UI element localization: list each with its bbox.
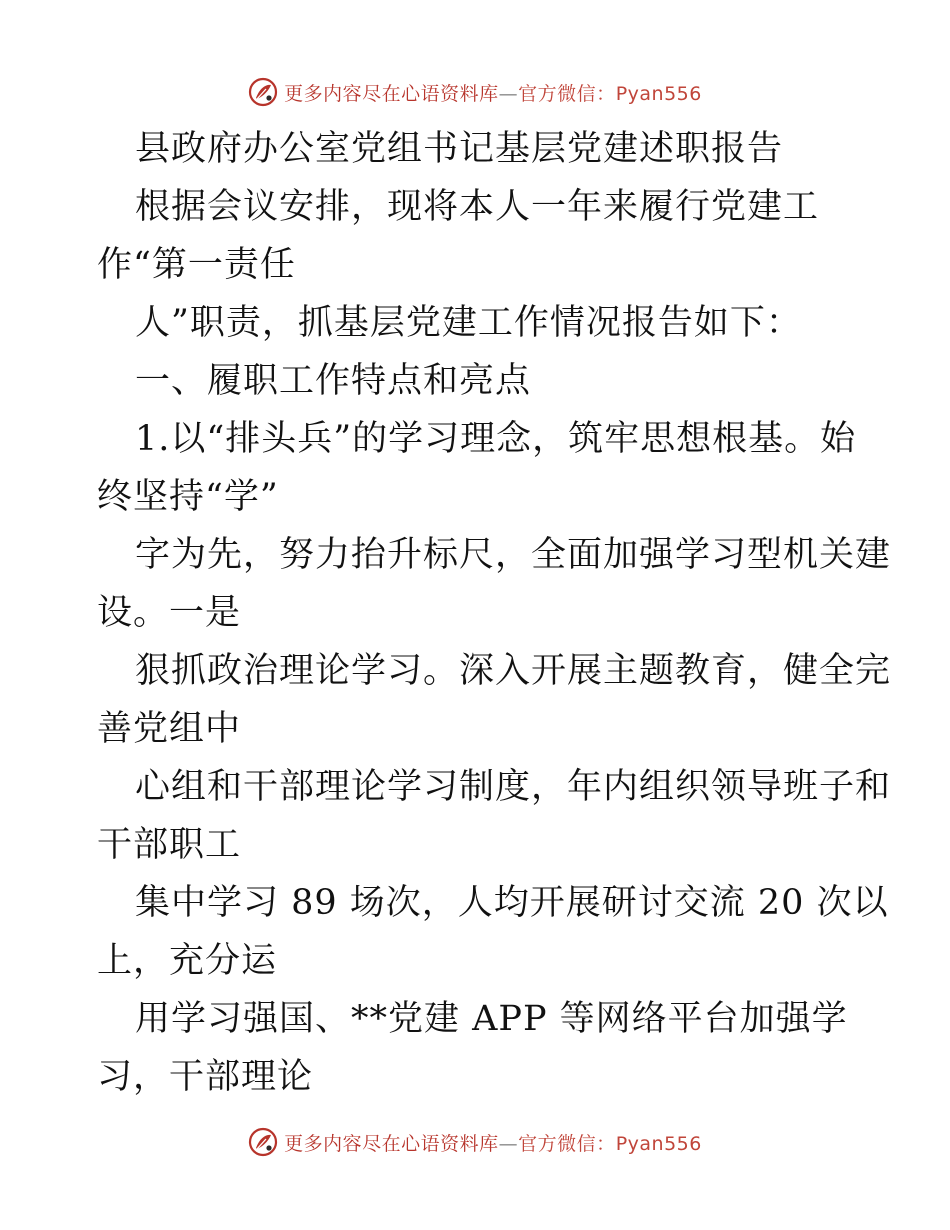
- document-body: [97, 120, 892, 1106]
- watermark-text: [284, 1129, 702, 1156]
- leaf-pen-logo-icon: [248, 1127, 278, 1157]
- header-watermark: [0, 72, 950, 112]
- paragraph-line: 人”职责，抓基层党建工作情况报告如下：: [135, 303, 802, 343]
- paragraph-line: 善党组中: [97, 709, 242, 749]
- watermark-site: 更多内容尽在心语资料库: [284, 1132, 499, 1155]
- footer-watermark: [0, 1122, 950, 1162]
- paragraph-line: 设。一是: [97, 593, 242, 633]
- paragraph-line: 根据会议安排，现将本人一年来履行党建工: [135, 187, 820, 227]
- watermark-text: [284, 79, 702, 106]
- watermark-site: 更多内容尽在心语资料库: [284, 82, 499, 105]
- watermark-wechat-label: 官方微信：: [518, 82, 616, 105]
- watermark-wechat-label: 官方微信：: [518, 1132, 616, 1155]
- watermark-wechat-id: Pyan556: [615, 1132, 702, 1155]
- section-heading: 一、履职工作特点和亮点: [135, 361, 532, 401]
- paragraph-line: 1.以“排头兵”的学习理念，筑牢思想根基。始: [135, 419, 857, 459]
- paragraph-line: 习，干部理论: [97, 1057, 314, 1097]
- paragraph-line: 干部职工: [97, 825, 242, 865]
- paragraph-line: 终坚持“学”: [97, 477, 279, 517]
- paragraph-line: 心组和干部理论学习制度，年内组织领导班子和: [135, 767, 892, 807]
- document-title: 县政府办公室党组书记基层党建述职报告: [135, 129, 784, 169]
- paragraph-line: 狠抓政治理论学习。深入开展主题教育，健全完: [135, 651, 892, 691]
- paragraph-line: 上，充分运: [97, 941, 278, 981]
- watermark-separator: —: [498, 1132, 519, 1155]
- paragraph-line: 字为先，努力抬升标尺，全面加强学习型机关建: [135, 535, 892, 575]
- leaf-pen-logo-icon: [248, 77, 278, 107]
- paragraph-line: 集中学习 89 场次，人均开展研讨交流 20 次以: [135, 883, 889, 923]
- paragraph-line: 作“第一责任: [97, 245, 296, 285]
- watermark-separator: —: [498, 82, 519, 105]
- paragraph-line: 用学习强国、**党建 APP 等网络平台加强学: [135, 999, 848, 1039]
- watermark-wechat-id: Pyan556: [615, 82, 702, 105]
